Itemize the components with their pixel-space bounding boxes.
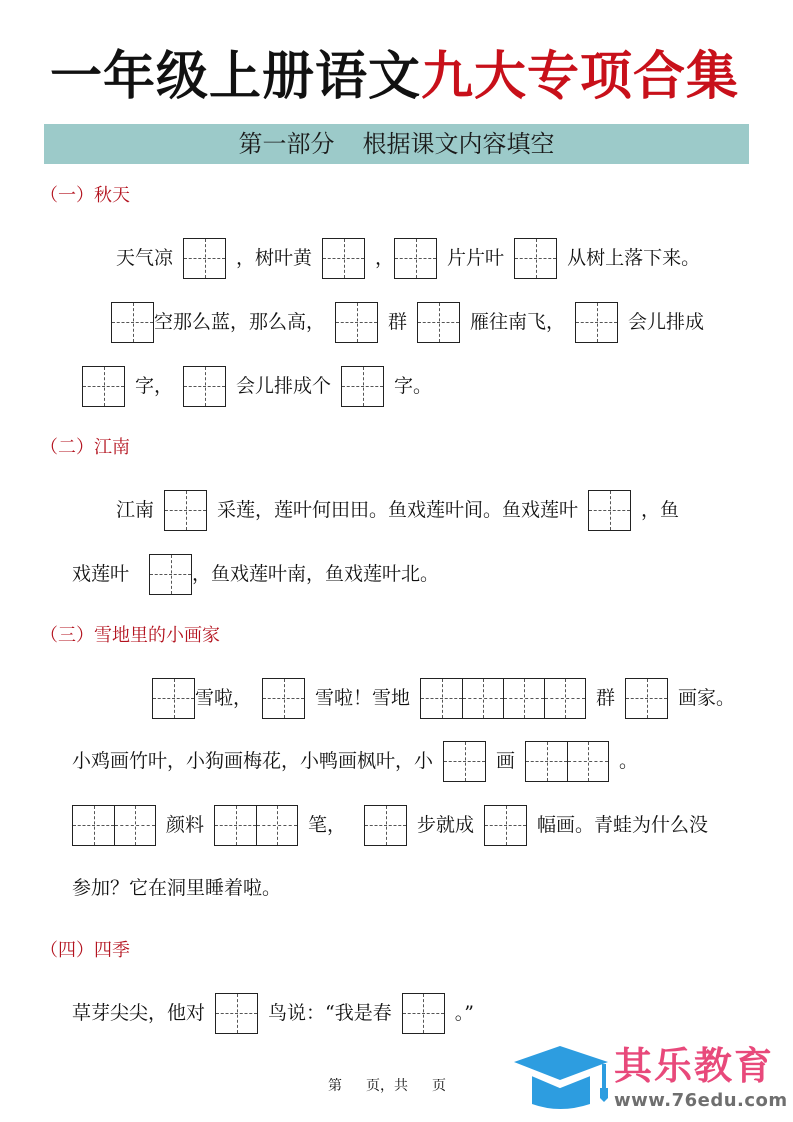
- s3-line-3: [72, 803, 708, 847]
- s4-line-1: [72, 991, 474, 1035]
- answer-box[interactable]: [111, 302, 154, 343]
- s2-line-1: [116, 488, 679, 532]
- part-banner: [44, 124, 749, 164]
- s3-line-2: [72, 739, 638, 783]
- graduation-cap-icon: [510, 1040, 614, 1112]
- text: 步就成: [417, 814, 475, 836]
- answer-box[interactable]: [625, 678, 668, 719]
- s1-line-2: [111, 300, 704, 344]
- text: 会儿排成: [628, 311, 705, 333]
- text: ，鱼戏莲叶南，鱼戏莲叶北。: [192, 563, 440, 585]
- text: 采莲，莲叶何田田。鱼戏莲叶间。鱼戏莲叶: [217, 499, 579, 521]
- answer-box[interactable]: [341, 366, 384, 407]
- answer-box[interactable]: [514, 238, 557, 279]
- answer-box-2[interactable]: [72, 805, 156, 846]
- text: 群: [388, 311, 408, 333]
- text: 会儿排成个: [236, 375, 332, 397]
- document-title: [50, 44, 739, 110]
- answer-box[interactable]: [164, 490, 207, 531]
- answer-box[interactable]: [394, 238, 437, 279]
- page-prefix: 第: [328, 1078, 342, 1094]
- answer-box[interactable]: [417, 302, 460, 343]
- s2-line-2: [72, 552, 439, 596]
- answer-box[interactable]: [402, 993, 445, 1034]
- answer-box[interactable]: [575, 302, 618, 343]
- text: 从树上落下来。: [567, 247, 701, 269]
- answer-box[interactable]: [262, 678, 305, 719]
- text: 雁往南飞，: [470, 311, 566, 333]
- text: 。”: [454, 1002, 474, 1024]
- section-heading-four-seasons: （四）四季: [40, 940, 130, 961]
- banner-part: 第一部分: [238, 130, 335, 158]
- title-collection: 九大专项合集: [421, 47, 740, 107]
- text: 幅画。青蛙为什么没: [537, 814, 709, 836]
- text: 画家。: [678, 687, 736, 709]
- answer-box-2[interactable]: [525, 741, 609, 782]
- text: 戏莲叶: [72, 563, 130, 585]
- answer-box[interactable]: [335, 302, 378, 343]
- page-mid: 页，共: [366, 1078, 408, 1094]
- text: 鸟说：“我是春: [268, 1002, 392, 1024]
- answer-box[interactable]: [82, 366, 125, 407]
- text: 天气凉: [116, 247, 174, 269]
- text: 。: [619, 750, 639, 772]
- answer-box[interactable]: [183, 238, 226, 279]
- answer-box-2[interactable]: [214, 805, 298, 846]
- title-grade: 一年级上册语文: [50, 47, 422, 107]
- banner-topic: 根据课文内容填空: [362, 130, 555, 158]
- text: 颜料: [166, 814, 205, 836]
- logo-name: 其乐教育: [614, 1044, 775, 1088]
- text: 江南: [116, 499, 155, 521]
- answer-box[interactable]: [364, 805, 407, 846]
- text: 草芽尖尖，他对: [72, 1002, 206, 1024]
- text: ，: [375, 247, 395, 269]
- answer-box[interactable]: [149, 554, 192, 595]
- text: 雪啦，: [195, 687, 253, 709]
- text: 雪啦！雪地: [315, 687, 411, 709]
- s3-line-1: [152, 676, 735, 720]
- text: ，树叶黄: [236, 247, 313, 269]
- answer-box[interactable]: [322, 238, 365, 279]
- text: ，鱼: [641, 499, 680, 521]
- section-heading-jiangnan: （二）江南: [40, 437, 130, 458]
- text: 画: [496, 750, 516, 772]
- text: 小鸡画竹叶，小狗画梅花，小鸭画枫叶，小: [72, 750, 434, 772]
- answer-box[interactable]: [152, 678, 195, 719]
- answer-box[interactable]: [215, 993, 258, 1034]
- section-heading-snow-painters: （三）雪地里的小画家: [40, 625, 220, 646]
- text: 群: [596, 687, 616, 709]
- s3-line-4: [72, 866, 281, 910]
- s1-line-3: [82, 364, 432, 408]
- page-footer: [328, 1075, 446, 1095]
- text: 字。: [394, 375, 433, 397]
- logo-url: www.76edu.com: [614, 1090, 788, 1111]
- section-heading-autumn: （一）秋天: [40, 185, 130, 206]
- text: 字，: [135, 375, 174, 397]
- answer-box[interactable]: [484, 805, 527, 846]
- text: 空那么蓝，那么高，: [154, 311, 326, 333]
- text: 片片叶: [447, 247, 505, 269]
- s1-line-1: [116, 236, 700, 280]
- answer-box[interactable]: [588, 490, 631, 531]
- page-suffix: 页: [432, 1078, 446, 1094]
- answer-box[interactable]: [443, 741, 486, 782]
- text: 笔，: [308, 814, 347, 836]
- answer-box-4[interactable]: [420, 678, 586, 719]
- answer-box[interactable]: [183, 366, 226, 407]
- text: 参加？它在洞里睡着啦。: [72, 877, 282, 899]
